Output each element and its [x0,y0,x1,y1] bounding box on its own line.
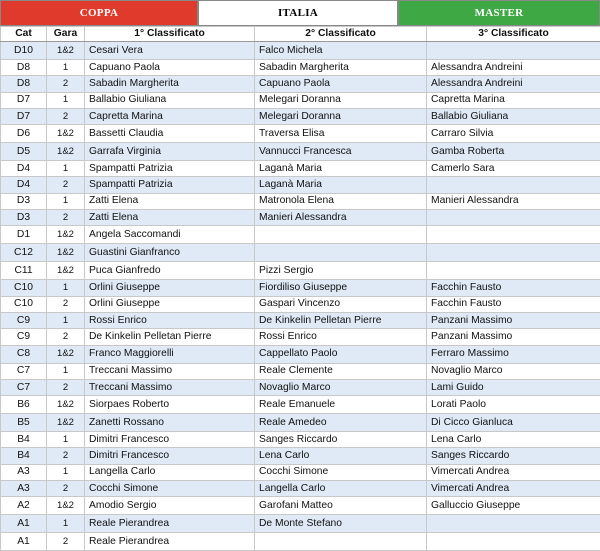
third-place-cell: Di Cicco Gianluca [427,414,600,432]
cat-cell: B4 [1,432,47,448]
gara-cell: 1&2 [47,42,85,60]
second-place-cell: Sabadin Margherita [255,60,427,76]
first-place-cell: Puca Gianfredo [85,262,255,280]
cat-cell: D1 [1,226,47,244]
second-place-cell: Traversa Elisa [255,125,427,143]
cat-cell: D10 [1,42,47,60]
cat-cell: D4 [1,177,47,193]
first-place-cell: Siorpaes Roberto [85,396,255,414]
table-row [1,42,600,60]
third-place-cell: Lorati Paolo [427,396,600,414]
second-place-cell [255,244,427,262]
third-place-cell [427,210,600,226]
second-place-cell: Pizzi Sergio [255,262,427,280]
gara-cell: 1 [47,193,85,209]
third-place-cell: Vimercati Andrea [427,464,600,480]
second-place-cell: Cocchi Simone [255,464,427,480]
third-place-cell: Facchin Fausto [427,280,600,296]
gara-cell: 1&2 [47,345,85,363]
third-place-cell: Novaglio Marco [427,363,600,379]
gara-cell: 1 [47,363,85,379]
cat-cell: C12 [1,244,47,262]
banner [0,0,600,26]
banner-italia: ITALIA [198,0,398,26]
cat-cell: D6 [1,125,47,143]
second-place-cell: Melegari Doranna [255,92,427,108]
results-body [1,42,600,551]
cat-cell: C11 [1,262,47,280]
table-row [1,60,600,76]
second-place-cell [255,533,427,551]
cat-cell: C10 [1,280,47,296]
third-place-cell [427,515,600,533]
second-place-cell: Langella Carlo [255,481,427,497]
second-place-cell: Lena Carlo [255,448,427,464]
gara-cell: 1&2 [47,262,85,280]
cat-cell: C9 [1,329,47,345]
cat-cell: B4 [1,448,47,464]
table-row [1,379,600,395]
table-row [1,497,600,515]
third-place-cell: Carraro Silvia [427,125,600,143]
third-place-cell: Alessandra Andreini [427,60,600,76]
cat-cell: A1 [1,533,47,551]
table-row [1,396,600,414]
second-place-cell: Falco Michela [255,42,427,60]
third-place-cell [427,226,600,244]
second-place-cell: Laganà Maria [255,177,427,193]
first-place-cell: Dimitri Francesco [85,448,255,464]
cat-cell: D3 [1,193,47,209]
table-row [1,193,600,209]
first-place-cell: Cesari Vera [85,42,255,60]
gara-cell: 1 [47,60,85,76]
first-place-cell: Orlini Giuseppe [85,296,255,312]
third-place-cell: Panzani Massimo [427,329,600,345]
third-place-cell: Panzani Massimo [427,312,600,328]
second-place-cell: De Kinkelin Pelletan Pierre [255,312,427,328]
second-place-cell: Fiordiliso Giuseppe [255,280,427,296]
second-place-cell: De Monte Stefano [255,515,427,533]
third-place-cell [427,244,600,262]
third-place-cell: Ballabio Giuliana [427,108,600,124]
second-place-cell: Vannucci Francesca [255,143,427,161]
third-place-cell: Lena Carlo [427,432,600,448]
first-place-cell: Bassetti Claudia [85,125,255,143]
third-place-cell [427,42,600,60]
table-row [1,448,600,464]
cat-cell: D7 [1,92,47,108]
gara-cell: 2 [47,108,85,124]
second-place-cell: Melegari Doranna [255,108,427,124]
gara-cell: 2 [47,296,85,312]
first-place-cell: Angela Saccomandi [85,226,255,244]
header-gara: Gara [47,27,85,42]
first-place-cell: Treccani Massimo [85,363,255,379]
banner-coppa: COPPA [0,0,198,26]
second-place-cell: Capuano Paola [255,76,427,92]
cat-cell: C10 [1,296,47,312]
first-place-cell: Capuano Paola [85,60,255,76]
second-place-cell: Manieri Alessandra [255,210,427,226]
table-row [1,329,600,345]
table-row [1,312,600,328]
gara-cell: 1&2 [47,497,85,515]
header-cat: Cat [1,27,47,42]
second-place-cell: Sanges Riccardo [255,432,427,448]
cat-cell: D4 [1,161,47,177]
first-place-cell: Langella Carlo [85,464,255,480]
table-row [1,244,600,262]
gara-cell: 1&2 [47,244,85,262]
table-row [1,515,600,533]
second-place-cell: Gaspari Vincenzo [255,296,427,312]
table-row [1,226,600,244]
results-table [0,26,600,551]
first-place-cell: Amodio Sergio [85,497,255,515]
third-place-cell [427,262,600,280]
cat-cell: D7 [1,108,47,124]
gara-cell: 2 [47,177,85,193]
cat-cell: A3 [1,481,47,497]
table-row [1,481,600,497]
gara-cell: 2 [47,481,85,497]
table-row [1,432,600,448]
first-place-cell: Rossi Enrico [85,312,255,328]
first-place-cell: Zatti Elena [85,193,255,209]
second-place-cell: Reale Amedeo [255,414,427,432]
gara-cell: 2 [47,76,85,92]
gara-cell: 2 [47,379,85,395]
first-place-cell: Reale Pierandrea [85,533,255,551]
first-place-cell: Sabadin Margherita [85,76,255,92]
cat-cell: D8 [1,76,47,92]
gara-cell: 2 [47,533,85,551]
gara-cell: 1 [47,92,85,108]
table-row [1,262,600,280]
second-place-cell: Cappellato Paolo [255,345,427,363]
second-place-cell: Rossi Enrico [255,329,427,345]
table-row [1,161,600,177]
third-place-cell: Sanges Riccardo [427,448,600,464]
gara-cell: 1&2 [47,143,85,161]
table-row [1,125,600,143]
first-place-cell: Spampatti Patrizia [85,177,255,193]
third-place-cell: Alessandra Andreini [427,76,600,92]
first-place-cell: De Kinkelin Pelletan Pierre [85,329,255,345]
banner-master: MASTER [398,0,600,26]
first-place-cell: Guastini Gianfranco [85,244,255,262]
cat-cell: B6 [1,396,47,414]
third-place-cell: Facchin Fausto [427,296,600,312]
table-row [1,92,600,108]
first-place-cell: Spampatti Patrizia [85,161,255,177]
cat-cell: C7 [1,379,47,395]
table-row [1,296,600,312]
table-row [1,533,600,551]
gara-cell: 1&2 [47,125,85,143]
third-place-cell [427,177,600,193]
second-place-cell [255,226,427,244]
cat-cell: A3 [1,464,47,480]
first-place-cell: Capretta Marina [85,108,255,124]
table-row [1,177,600,193]
cat-cell: D3 [1,210,47,226]
gara-cell: 1 [47,161,85,177]
gara-cell: 1 [47,464,85,480]
cat-cell: B5 [1,414,47,432]
gara-cell: 2 [47,329,85,345]
first-place-cell: Franco Maggiorelli [85,345,255,363]
second-place-cell: Reale Clemente [255,363,427,379]
gara-cell: 1 [47,515,85,533]
gara-cell: 1&2 [47,414,85,432]
first-place-cell: Treccani Massimo [85,379,255,395]
second-place-cell: Novaglio Marco [255,379,427,395]
third-place-cell: Camerlo Sara [427,161,600,177]
header-third: 3° Classificato [427,27,600,42]
third-place-cell: Capretta Marina [427,92,600,108]
cat-cell: A2 [1,497,47,515]
table-row [1,414,600,432]
third-place-cell: Ferraro Massimo [427,345,600,363]
table-row [1,345,600,363]
gara-cell: 2 [47,210,85,226]
third-place-cell: Vimercati Andrea [427,481,600,497]
table-row [1,363,600,379]
first-place-cell: Zatti Elena [85,210,255,226]
second-place-cell: Reale Emanuele [255,396,427,414]
gara-cell: 1&2 [47,396,85,414]
first-place-cell: Cocchi Simone [85,481,255,497]
table-row [1,143,600,161]
gara-cell: 2 [47,448,85,464]
third-place-cell: Galluccio Giuseppe [427,497,600,515]
table-row [1,76,600,92]
first-place-cell: Garrafa Virginia [85,143,255,161]
gara-cell: 1 [47,312,85,328]
cat-cell: A1 [1,515,47,533]
third-place-cell: Gamba Roberta [427,143,600,161]
cat-cell: C7 [1,363,47,379]
third-place-cell: Lami Guido [427,379,600,395]
second-place-cell: Matronola Elena [255,193,427,209]
table-row [1,280,600,296]
table-row [1,210,600,226]
header-row [1,27,600,42]
first-place-cell: Zanetti Rossano [85,414,255,432]
third-place-cell: Manieri Alessandra [427,193,600,209]
third-place-cell [427,533,600,551]
second-place-cell: Laganà Maria [255,161,427,177]
first-place-cell: Ballabio Giuliana [85,92,255,108]
table-row [1,108,600,124]
header-first: 1° Classificato [85,27,255,42]
cat-cell: C8 [1,345,47,363]
second-place-cell: Garofani Matteo [255,497,427,515]
cat-cell: D8 [1,60,47,76]
cat-cell: C9 [1,312,47,328]
first-place-cell: Reale Pierandrea [85,515,255,533]
cat-cell: D5 [1,143,47,161]
gara-cell: 1 [47,432,85,448]
table-row [1,464,600,480]
first-place-cell: Orlini Giuseppe [85,280,255,296]
first-place-cell: Dimitri Francesco [85,432,255,448]
gara-cell: 1&2 [47,226,85,244]
header-second: 2° Classificato [255,27,427,42]
gara-cell: 1 [47,280,85,296]
